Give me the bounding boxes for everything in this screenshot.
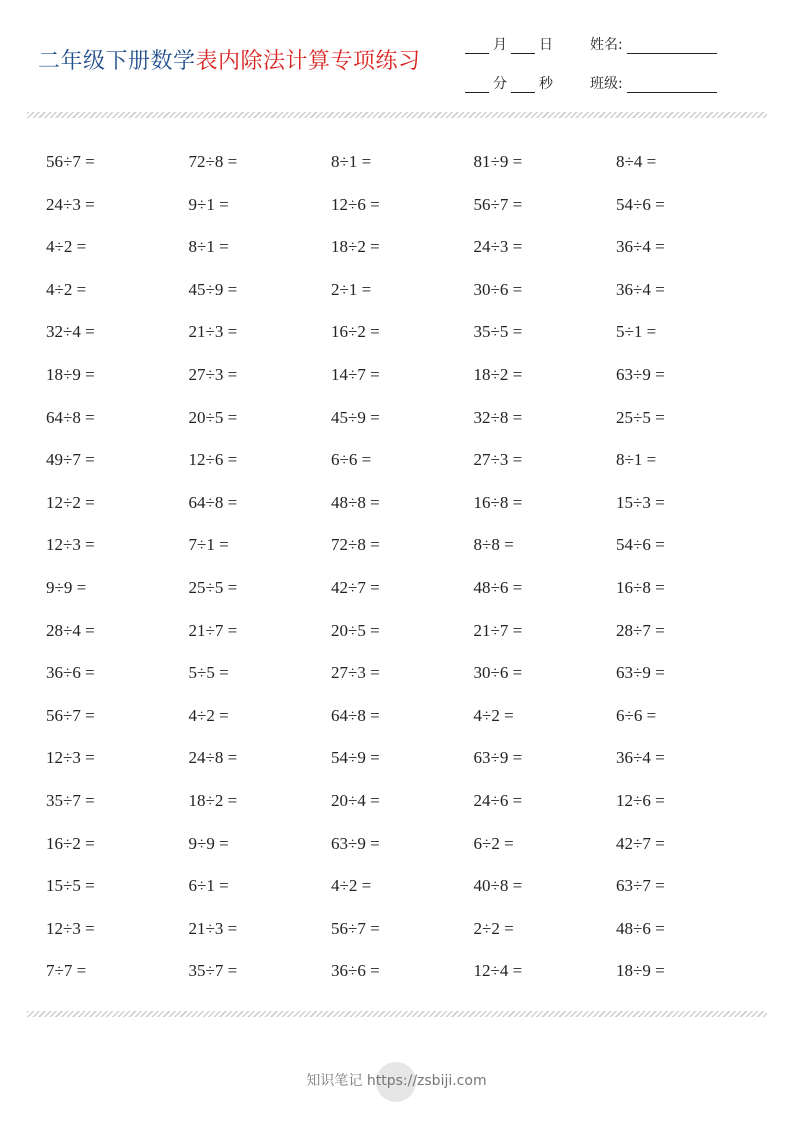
division-problem: 64÷8 =	[188, 492, 238, 512]
division-problem: 2÷1 =	[331, 279, 372, 299]
division-problem: 45÷9 =	[188, 279, 238, 299]
division-problem: 63÷7 =	[616, 876, 665, 896]
division-problem: 4÷2 =	[46, 237, 87, 257]
name-label: 姓名:	[590, 37, 623, 53]
division-problem: 30÷6 =	[473, 663, 523, 683]
division-problem: 8÷8 =	[473, 535, 514, 555]
division-problem: 8÷1 =	[331, 152, 372, 171]
division-problem: 4÷2 =	[188, 705, 229, 725]
division-problem: 16÷8 =	[473, 492, 523, 512]
division-problem: 4÷2 =	[46, 279, 87, 299]
division-problem: 56÷7 =	[473, 194, 523, 214]
division-problem: 6÷6 =	[331, 450, 372, 470]
division-problem: 56÷7 =	[331, 918, 380, 938]
division-problem: 49÷7 =	[46, 450, 95, 470]
division-problem: 4÷2 =	[331, 876, 372, 896]
division-problem: 48÷6 =	[616, 918, 665, 938]
division-problem: 35÷5 =	[473, 322, 523, 342]
division-problem: 40÷8 =	[473, 876, 523, 896]
division-problem: 63÷9 =	[473, 748, 523, 768]
division-problem: 5÷5 =	[188, 663, 229, 683]
division-problem: 7÷7 =	[46, 961, 87, 981]
division-problem: 9÷1 =	[188, 194, 229, 214]
division-problem: 18÷2 =	[331, 237, 380, 257]
division-problem: 12÷6 =	[331, 194, 380, 214]
division-problem: 36÷6 =	[331, 961, 380, 981]
division-problem: 24÷6 =	[473, 790, 523, 810]
division-problem: 5÷1 =	[616, 322, 657, 342]
division-problem: 16÷2 =	[331, 322, 380, 342]
month-blank[interactable]	[465, 39, 489, 54]
division-problem: 27÷3 =	[188, 364, 238, 384]
division-problem: 12÷6 =	[616, 790, 665, 810]
class-label: 班级:	[590, 76, 623, 92]
title-topic-part: 表内除法计算专项练习	[195, 49, 421, 74]
division-problem: 64÷8 =	[46, 407, 95, 427]
second-label: 秒	[539, 76, 553, 92]
bottom-divider	[27, 1011, 767, 1017]
division-problem: 12÷2 =	[46, 492, 95, 512]
month-label: 月	[493, 37, 507, 53]
class-field	[590, 73, 717, 93]
minute-label: 分	[493, 76, 507, 92]
division-problem: 21÷3 =	[188, 322, 238, 342]
division-problem: 18÷9 =	[616, 961, 665, 981]
division-problem: 20÷5 =	[331, 620, 380, 640]
division-problem: 63÷9 =	[616, 364, 665, 384]
division-problem: 24÷8 =	[188, 748, 238, 768]
date-field	[465, 34, 553, 54]
division-problem: 8÷1 =	[188, 237, 229, 257]
division-problem: 35÷7 =	[46, 790, 95, 810]
division-problem: 24÷3 =	[46, 194, 95, 214]
day-blank[interactable]	[511, 39, 535, 54]
second-blank[interactable]	[511, 78, 535, 93]
division-problem: 63÷9 =	[616, 663, 665, 683]
division-problem: 36÷4 =	[616, 237, 665, 257]
division-problem: 54÷6 =	[616, 535, 665, 555]
division-problem: 48÷8 =	[331, 492, 380, 512]
division-problem: 63÷9 =	[331, 833, 380, 853]
division-problem: 18÷2 =	[473, 364, 523, 384]
division-problem: 18÷9 =	[46, 364, 95, 384]
division-problem: 36÷4 =	[616, 748, 665, 768]
division-problem: 45÷9 =	[331, 407, 380, 427]
division-problem: 20÷4 =	[331, 790, 380, 810]
division-problem: 8÷4 =	[616, 152, 657, 171]
division-problem: 12÷6 =	[188, 450, 238, 470]
division-problem: 27÷3 =	[473, 450, 523, 470]
division-problem: 14÷7 =	[331, 364, 380, 384]
division-problem: 15÷5 =	[46, 876, 95, 896]
division-problem: 32÷8 =	[473, 407, 523, 427]
division-problem: 30÷6 =	[473, 279, 523, 299]
division-problem: 36÷4 =	[616, 279, 665, 299]
division-problem: 72÷8 =	[188, 152, 238, 171]
top-divider	[27, 112, 767, 118]
division-problem: 6÷1 =	[188, 876, 229, 896]
division-problem: 16÷2 =	[46, 833, 95, 853]
name-blank[interactable]	[627, 39, 717, 54]
division-problem: 24÷3 =	[473, 237, 523, 257]
division-problem: 54÷9 =	[331, 748, 380, 768]
division-problem: 7÷1 =	[188, 535, 229, 555]
class-blank[interactable]	[627, 78, 717, 93]
division-problem: 54÷6 =	[616, 194, 665, 214]
division-problem: 48÷6 =	[473, 577, 523, 597]
page-title	[38, 44, 421, 75]
time-field	[465, 73, 553, 93]
division-problem: 28÷7 =	[616, 620, 665, 640]
division-problem: 56÷7 =	[46, 152, 95, 171]
division-problem: 12÷3 =	[46, 748, 95, 768]
division-problem: 2÷2 =	[473, 918, 514, 938]
minute-blank[interactable]	[465, 78, 489, 93]
division-problem: 64÷8 =	[331, 705, 380, 725]
division-problem: 9÷9 =	[188, 833, 229, 853]
division-problem: 12÷4 =	[473, 961, 523, 981]
division-problem: 25÷5 =	[188, 577, 238, 597]
division-problem: 25÷5 =	[616, 407, 665, 427]
division-problem: 6÷6 =	[616, 705, 657, 725]
division-problem: 9÷9 =	[46, 577, 87, 597]
name-field	[590, 34, 717, 54]
division-problem: 72÷8 =	[331, 535, 380, 555]
division-problem: 12÷3 =	[46, 535, 95, 555]
division-problem: 15÷3 =	[616, 492, 665, 512]
division-problem: 81÷9 =	[473, 152, 523, 171]
division-problem: 56÷7 =	[46, 705, 95, 725]
division-problem: 42÷7 =	[616, 833, 665, 853]
division-problem: 8÷1 =	[616, 450, 657, 470]
division-problem: 42÷7 =	[331, 577, 380, 597]
division-problem: 12÷3 =	[46, 918, 95, 938]
title-grade-part: 二年级下册数学	[38, 49, 196, 74]
division-problem: 18÷2 =	[188, 790, 238, 810]
division-problem: 28÷4 =	[46, 620, 95, 640]
division-problem: 21÷7 =	[473, 620, 523, 640]
division-problem: 35÷7 =	[188, 961, 238, 981]
division-problem: 6÷2 =	[473, 833, 514, 853]
division-problem: 16÷8 =	[616, 577, 665, 597]
division-problem: 32÷4 =	[46, 322, 95, 342]
division-problem: 21÷3 =	[188, 918, 238, 938]
division-problem: 4÷2 =	[473, 705, 514, 725]
problem-grid	[46, 150, 759, 1002]
division-problem: 36÷6 =	[46, 663, 95, 683]
day-label: 日	[539, 37, 553, 53]
division-problem: 21÷7 =	[188, 620, 238, 640]
footer-text: 知识笔记 https://zsbiji.com	[306, 1073, 487, 1089]
division-problem: 27÷3 =	[331, 663, 380, 683]
division-problem: 20÷5 =	[188, 407, 238, 427]
